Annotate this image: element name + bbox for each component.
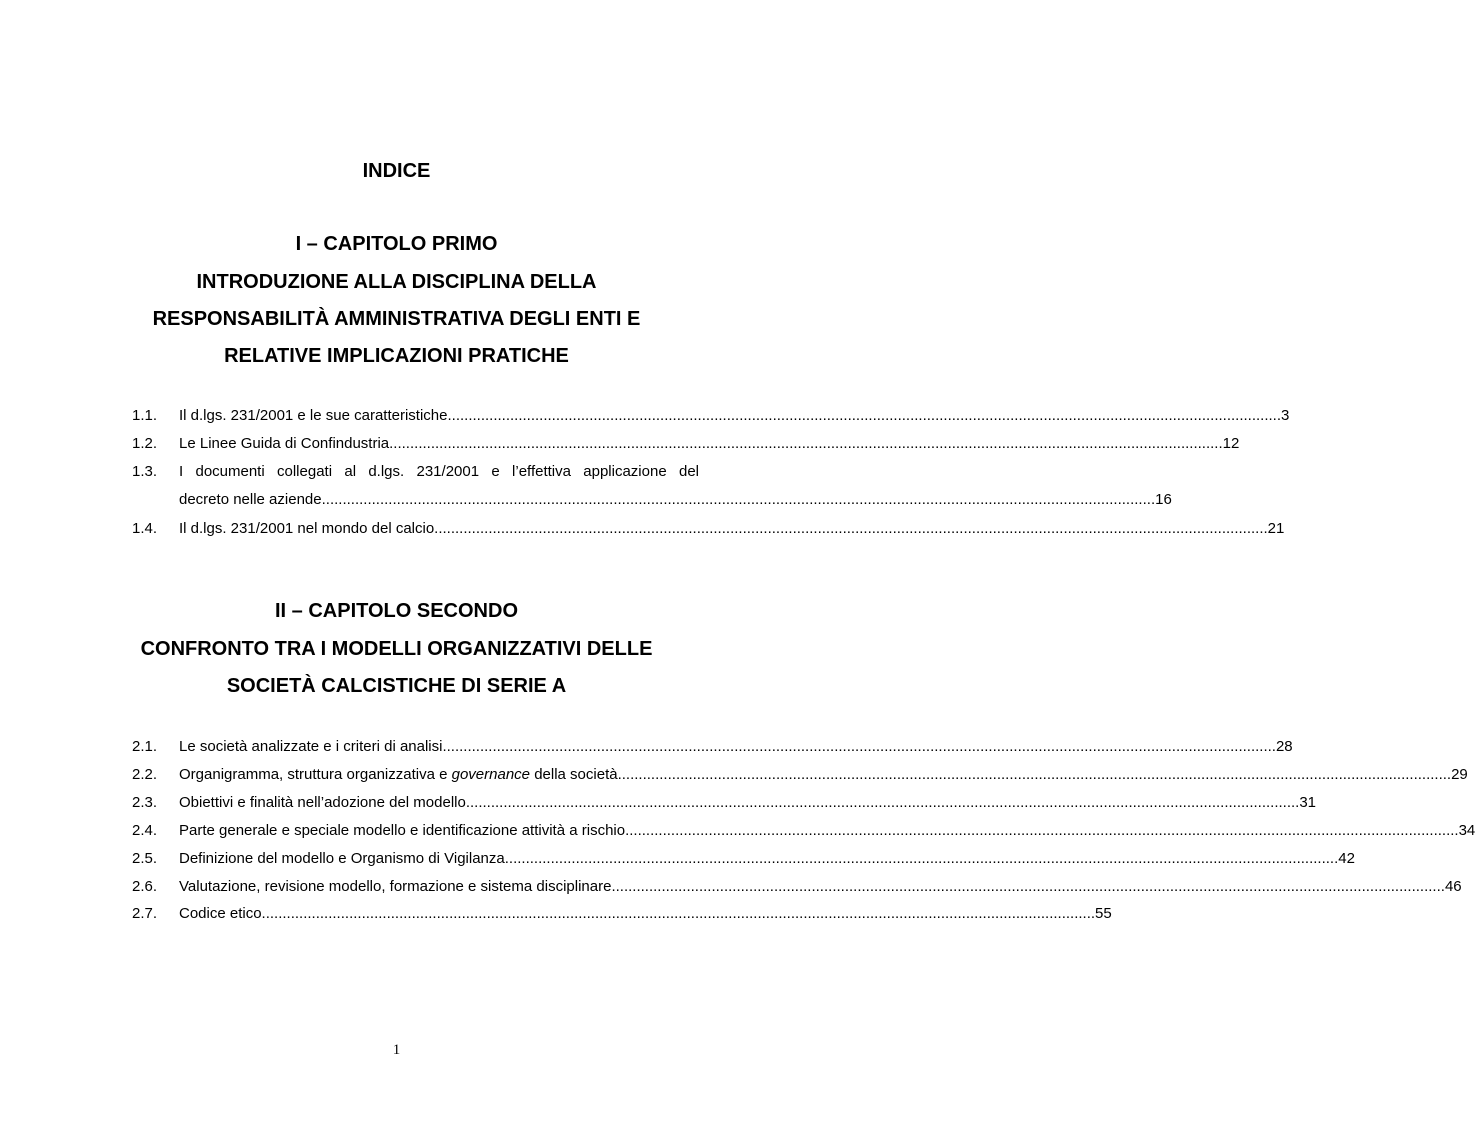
- toc-entry-number: 2.7.: [132, 905, 158, 922]
- toc-entry-number: 2.4.: [132, 822, 158, 839]
- toc-entry-title: Le società analizzate e i criteri di analisi: [179, 738, 443, 755]
- toc-entry-page: 46: [1444, 878, 1462, 895]
- toc-entry-number: 2.6.: [132, 878, 158, 895]
- toc-entry-number: 2.2.: [132, 766, 158, 783]
- dot-leader: ........................................................................................................................................................................................................: [261, 905, 1096, 922]
- toc-entry-page: 3: [1281, 407, 1290, 424]
- dot-leader: ........................................................................................................................................................................................................: [447, 407, 1281, 424]
- toc-entry-number: 1.1.: [132, 407, 158, 424]
- chapter1-title-line-2: RESPONSABILITÀ AMMINISTRATIVA DEGLI ENTI E: [152, 308, 641, 330]
- toc-entry-page: 16: [1155, 491, 1172, 508]
- dot-leader: ........................................................................................................................................................................................................: [434, 520, 1268, 537]
- index-title: INDICE: [362, 160, 431, 182]
- toc-entry-title: Valutazione, revisione modello, formazione e sistema disciplinare: [179, 878, 612, 895]
- toc-entry-page: 12: [1222, 435, 1240, 452]
- toc-entry-title: Parte generale e speciale modello e identificazione attività a rischio: [179, 822, 626, 839]
- toc-entry-title: Codice etico: [179, 905, 262, 922]
- toc-entry-1-3[interactable]: [132, 461, 699, 483]
- toc-entry-page: 21: [1267, 520, 1285, 537]
- chapter1-label: I – CAPITOLO PRIMO: [295, 233, 498, 255]
- toc-entry-2-5[interactable]: [132, 848, 1355, 870]
- toc-entry-number: 1.2.: [132, 435, 158, 452]
- toc-entry-page: 34: [1458, 822, 1475, 839]
- toc-entry-page: 42: [1338, 850, 1355, 867]
- toc-entry-1-1[interactable]: [132, 405, 1290, 427]
- dot-leader: ........................................................................................................................................................................................................: [389, 435, 1223, 452]
- toc-entry-title: Il d.lgs. 231/2001 nel mondo del calcio: [179, 520, 435, 537]
- dot-leader: ........................................................................................................................................................................................................: [617, 766, 1452, 783]
- dot-leader: ........................................................................................................................................................................................................: [625, 822, 1459, 839]
- toc-entry-number: 1.3.: [132, 463, 158, 480]
- toc-entry-number: 1.4.: [132, 520, 158, 537]
- toc-entry-2-6[interactable]: [132, 876, 1462, 898]
- toc-entry-title: Il d.lgs. 231/2001 e le sue caratteristiche: [179, 407, 448, 424]
- toc-entry-title: I documenti collegati al d.lgs. 231/2001 e l’effettiva applicazione del: [179, 463, 699, 480]
- toc-entry-title: Obiettivi e finalità nell’adozione del modello: [179, 794, 466, 811]
- chapter1-title-line-1: INTRODUZIONE ALLA DISCIPLINA DELLA: [196, 271, 597, 293]
- toc-entry-2-4[interactable]: [132, 820, 1475, 842]
- toc-entry-title-emphasis: governance: [451, 766, 531, 783]
- dot-leader: ........................................................................................................................................................................................................: [465, 794, 1300, 811]
- toc-entry-page: 31: [1299, 794, 1317, 811]
- toc-entry-title: Definizione del modello e Organismo di Vigilanza: [179, 850, 505, 867]
- toc-entry-2-2[interactable]: [132, 764, 1468, 786]
- toc-entry-number: 2.3.: [132, 794, 158, 811]
- dot-leader: ........................................................................................................................................................................................................: [611, 878, 1445, 895]
- dot-leader: ........................................................................................................................................................................................................: [321, 491, 1156, 508]
- chapter2-label: II – CAPITOLO SECONDO: [275, 600, 518, 622]
- dot-leader: ........................................................................................................................................................................................................: [504, 850, 1339, 867]
- toc-entry-1-4[interactable]: [132, 518, 1285, 540]
- toc-entry-number: 2.5.: [132, 850, 158, 867]
- toc-entry-2-1[interactable]: [132, 736, 1293, 758]
- dot-leader: ........................................................................................................................................................................................................: [442, 738, 1276, 755]
- toc-entry-1-2[interactable]: [132, 433, 1240, 455]
- chapter2-title-line-1: CONFRONTO TRA I MODELLI ORGANIZZATIVI DELLE: [140, 638, 653, 660]
- toc-entry-page: 55: [1095, 905, 1112, 922]
- toc-entry-page: 28: [1275, 738, 1293, 755]
- toc-entry-title-continued: decreto nelle aziende: [179, 491, 322, 508]
- chapter2-title-line-2: SOCIETÀ CALCISTICHE DI SERIE A: [226, 675, 567, 697]
- toc-entry-2-3[interactable]: [132, 792, 1317, 814]
- toc-entry-page: 29: [1451, 766, 1468, 783]
- toc-entry-title: Le Linee Guida di Confindustria: [179, 435, 390, 452]
- page-number: 1: [392, 1042, 401, 1058]
- chapter1-title-line-3: RELATIVE IMPLICAZIONI PRATICHE: [224, 345, 569, 367]
- toc-entry-2-7[interactable]: [132, 903, 1112, 925]
- toc-entry-1-3-continued[interactable]: [132, 489, 1172, 511]
- toc-entry-number: 2.1.: [132, 738, 158, 755]
- toc-entry-title: Organigramma, struttura organizzativa e governance della società: [179, 766, 618, 783]
